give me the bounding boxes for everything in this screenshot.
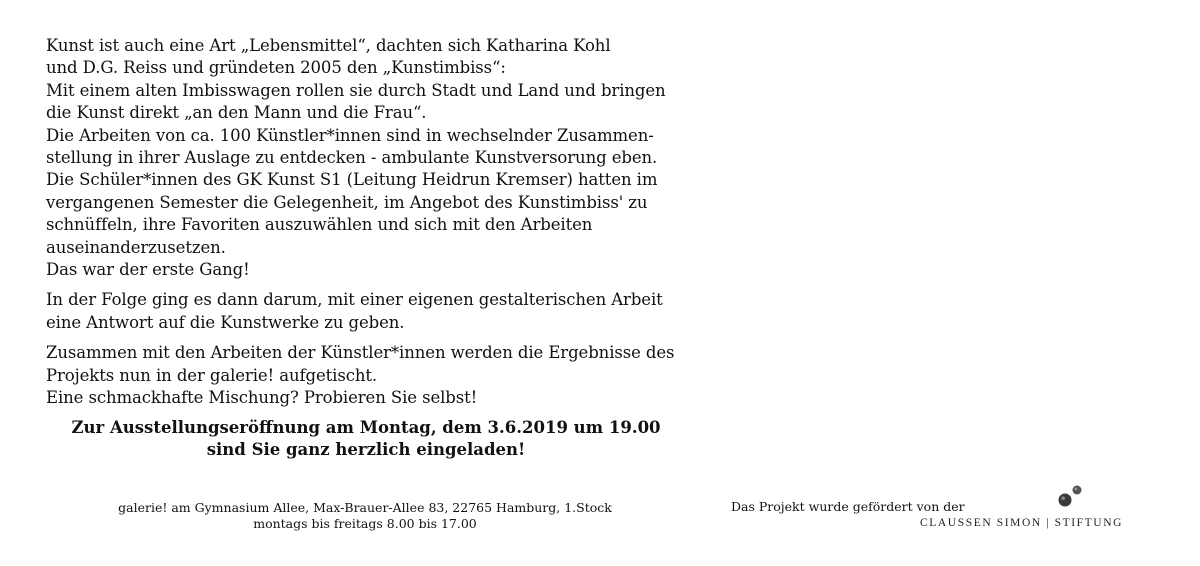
address-block [70, 500, 660, 531]
text-line: Die Arbeiten von ca. 100 Künstler*innen sind in wechselnder Zusammen- [46, 125, 654, 145]
address-line: galerie! am Gymnasium Allee, Max-Brauer-Allee 83, 22765 Hamburg, 1.Stock [118, 500, 612, 515]
text-line: eine Antwort auf die Kunstwerke zu geben. [46, 312, 405, 332]
claussen-simon-logo-icon [1058, 484, 1084, 508]
invitation-line: sind Sie ganz herzlich eingeladen! [206, 440, 526, 460]
text-line: vergangenen Semester die Gelegenheit, im Angebot des Kunstimbiss' zu [46, 192, 648, 212]
text-line: und D.G. Reiss und gründeten 2005 den „Kunstimbiss“: [46, 58, 506, 78]
text-line: Eine schmackhafte Mischung? Probieren Sie selbst! [46, 388, 478, 408]
opening-hours: montags bis freitags 8.00 bis 17.00 [253, 515, 477, 531]
paragraph-followup [46, 289, 726, 334]
text-line: schnüffeln, ihre Favoriten auszuwählen und sich mit den Arbeiten [46, 215, 593, 235]
invitation [46, 417, 686, 462]
sponsor-logo-text: CLAUSSEN SIMON | STIFTUNG [920, 517, 1123, 529]
text-line: Mit einem alten Imbisswagen rollen sie durch Stadt und Land und bringen [46, 80, 666, 100]
paragraph-intro [46, 35, 726, 281]
text-line: Zusammen mit den Arbeiten der Künstler*innen werden die Ergebnisse des [46, 343, 675, 363]
text-line: die Kunst direkt „an den Mann und die Frau“. [46, 103, 427, 123]
sponsor-text: Das Projekt wurde gefördert von der [731, 499, 965, 514]
text-line: In der Folge ging es dann darum, mit einer eigenen gestalterischen Arbeit [46, 290, 663, 310]
text-line: Kunst ist auch eine Art „Lebensmittel“, dachten sich Katharina Kohl [46, 36, 611, 55]
main-text [46, 35, 726, 418]
text-line: stellung in ihrer Auslage zu entdecken - ambulante Kunstversorung eben. [46, 148, 658, 168]
text-line: Das war der erste Gang! [46, 260, 250, 280]
invitation-line: Zur Ausstellungseröffnung am Montag, dem 3.6.2019 um 19.00 [71, 418, 661, 437]
text-line: Projekts nun in der galerie! aufgetischt. [46, 365, 378, 385]
text-line: Die Schüler*innen des GK Kunst S1 (Leitung Heidrun Kremser) hatten im [46, 170, 658, 190]
text-line: auseinanderzusetzen. [46, 237, 226, 257]
paragraph-results [46, 342, 726, 409]
